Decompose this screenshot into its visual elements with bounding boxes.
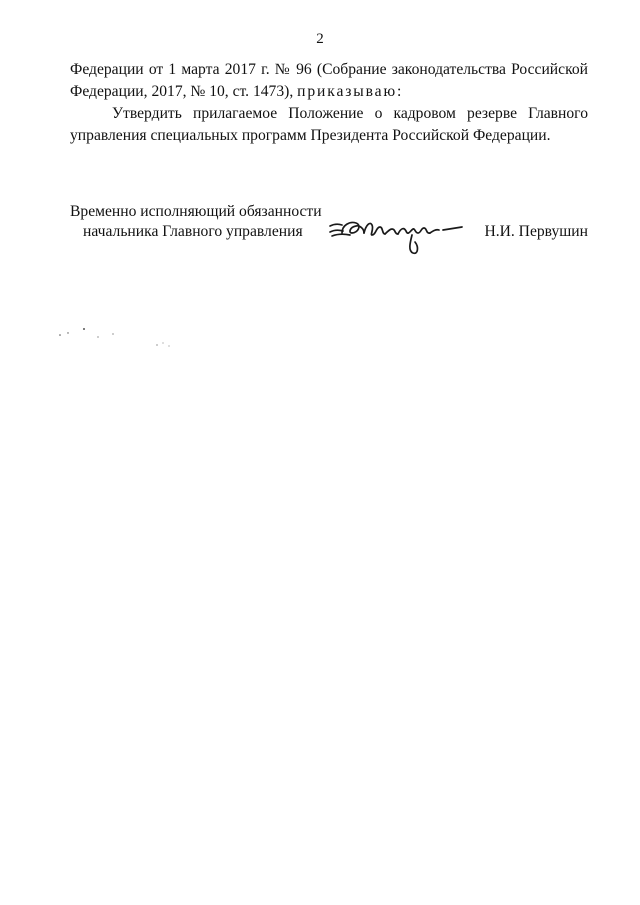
- legal-basis-text: Федерации от 1 марта 2017 г. № 96 (Собрание законодательства Российской Федерации, 2017, № 10, ст. 1473),: [70, 61, 588, 100]
- page-number: 2: [316, 31, 324, 47]
- document-body: [70, 59, 588, 147]
- signer-position-line-2: начальника Главного управления: [83, 223, 303, 240]
- decree-paragraph: Утвердить прилагаемое Положение о кадровом резерве Главного управления специальных программ Президента Российской Федерации.: [70, 105, 588, 144]
- handwritten-signature: [326, 209, 476, 259]
- signature-block: [70, 201, 590, 261]
- signer-name: Н.И. Первушин: [484, 223, 588, 240]
- legal-basis-paragraph: [70, 59, 588, 103]
- signer-position-line-1: Временно исполняющий обязанности: [70, 203, 322, 220]
- scan-specks: [55, 325, 195, 355]
- order-word: приказываю:: [297, 83, 404, 100]
